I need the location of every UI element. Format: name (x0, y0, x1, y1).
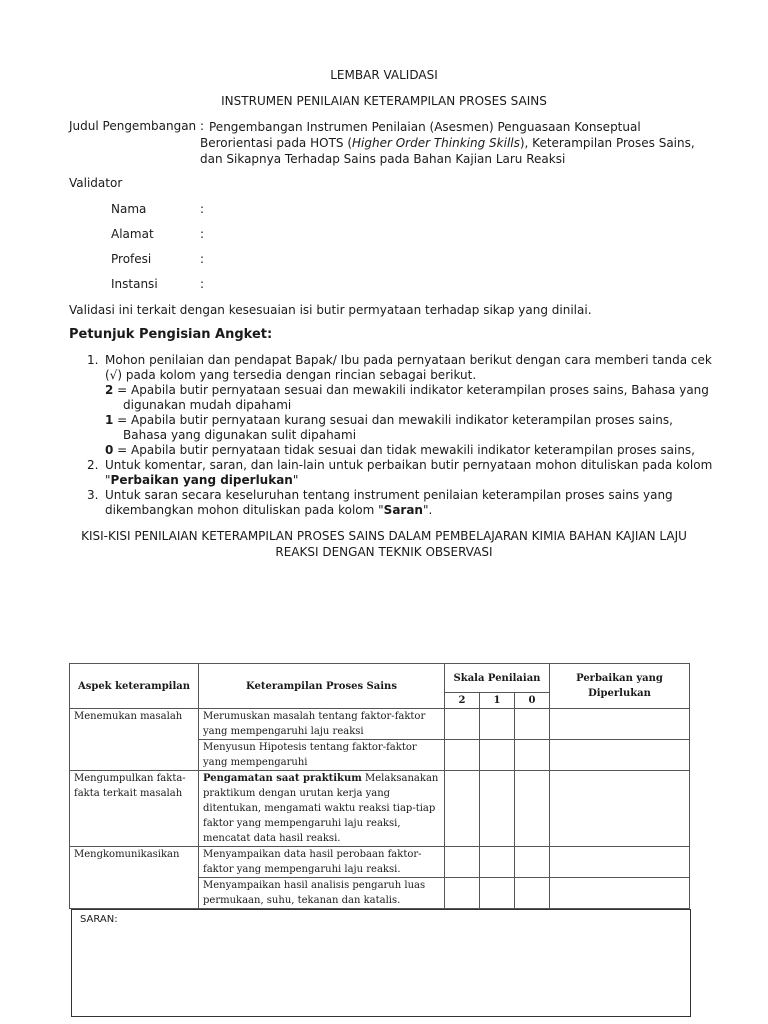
field-alamat-colon: : (200, 227, 205, 241)
page-subtitle: INSTRUMEN PENILAIAN KETERAMPILAN PROSES SAINS (221, 94, 547, 108)
header-score-1: 1 (480, 693, 515, 709)
validator-title: Validator (69, 176, 123, 190)
header-perbaikan: Perbaikan yang Diperlukan (550, 664, 690, 709)
cell-kps: Menyampaikan hasil analisis pengaruh luas permukaan, suhu, tekanan dan katalis. (199, 878, 445, 909)
table-row (70, 847, 690, 878)
cell-score-0[interactable] (515, 740, 550, 771)
saran-box[interactable] (71, 909, 691, 1017)
cell-score-0[interactable] (515, 771, 550, 847)
header-aspek: Aspek keterampilan (70, 664, 199, 709)
header-score-2: 2 (445, 693, 480, 709)
table-row (70, 771, 690, 847)
cell-aspek: Mengkomunikasikan (70, 847, 199, 909)
cell-perbaikan[interactable] (550, 878, 690, 909)
cell-score-2[interactable] (445, 878, 480, 909)
judul-line-1: Pengembangan Instrumen Penilaian (Asesmen) Penguasaan Konseptual (209, 120, 641, 134)
kisi-heading: KISI-KISI PENILAIAN KETERAMPILAN PROSES SAINS DALAM PEMBELAJARAN KIMIA BAHAN KAJIAN LAJU REAKSI DENGAN TEKNIK OBSERVASI (81, 529, 687, 559)
kisi-table (69, 663, 690, 909)
cell-score-2[interactable] (445, 709, 480, 740)
field-instansi-label: Instansi (111, 277, 158, 291)
cell-kps: Merumuskan masalah tentang faktor-faktor yang mempengaruhi laju reaksi (199, 709, 445, 740)
header-score-0: 0 (515, 693, 550, 709)
cell-score-1[interactable] (480, 878, 515, 909)
cell-aspek: Menemukan masalah (70, 709, 199, 771)
cell-score-2[interactable] (445, 771, 480, 847)
cell-kps: Menyusun Hipotesis tentang faktor-faktor yang mempengaruhi (199, 740, 445, 771)
cell-score-1[interactable] (480, 847, 515, 878)
saran-label: SARAN: (80, 914, 118, 925)
cell-perbaikan[interactable] (550, 771, 690, 847)
field-profesi-colon: : (200, 252, 205, 266)
cell-score-0[interactable] (515, 878, 550, 909)
header-kps: Keterampilan Proses Sains (199, 664, 445, 709)
petunjuk-list (87, 353, 713, 518)
judul-label: Judul Pengembangan (69, 119, 197, 133)
cell-kps: Pengamatan saat praktikum Melaksanakan praktikum dengan urutan kerja yang ditentukan, mengamati waktu reaksi tiap-tiap faktor yang mempengaruhi laju reaksi, mencatat data hasil reaksi. (199, 771, 445, 847)
judul-text (200, 119, 699, 167)
cell-aspek: Mengumpulkan fakta-fakta terkait masalah (70, 771, 199, 847)
cell-score-1[interactable] (480, 709, 515, 740)
judul-line-3: dan Sikapnya Terhadap Sains pada Bahan Kajian Laru Reaksi (200, 152, 566, 166)
cell-perbaikan[interactable] (550, 847, 690, 878)
petunjuk-heading: Petunjuk Pengisian Angket: (69, 327, 273, 342)
cell-perbaikan[interactable] (550, 740, 690, 771)
intro-paragraph: Validasi ini terkait dengan kesesuaian isi butir permyataan terhadap sikap yang dinilai. (69, 303, 592, 317)
list-item: 2. Untuk komentar, saran, dan lain-lain untuk perbaikan butir pernyataan mohon dituliskan pada kolom "Perbaikan yang diperlukan" (87, 458, 713, 487)
judul-colon: : (200, 119, 205, 133)
field-nama-colon: : (200, 202, 205, 216)
cell-score-0[interactable] (515, 709, 550, 740)
cell-score-2[interactable] (445, 740, 480, 771)
list-item: 1. Mohon penilaian dan pendapat Bapak/ Ibu pada pernyataan berikut dengan cara memberi tanda cek (√) pada kolom yang tersedia dengan rincian sebagai berikut. 2 = Apabila butir pernyataan sesuai dan mewakili indikator keterampilan proses sains, Bahasa yang digunakan mudah dipahami 1 = Apabila butir pernyataan kurang sesuai dan mewakili indikator keterampilan proses sains, Bahasa yang digunakan sulit dipahami 0 = Apabila butir pernyataan tidak sesuai dan tidak mewakili indikator keterampilan proses sains, (87, 353, 712, 457)
field-nama-label: Nama (111, 202, 147, 216)
page-title: LEMBAR VALIDASI (330, 68, 438, 82)
field-alamat-label: Alamat (111, 227, 154, 241)
cell-score-1[interactable] (480, 771, 515, 847)
cell-score-2[interactable] (445, 847, 480, 878)
cell-score-1[interactable] (480, 740, 515, 771)
cell-perbaikan[interactable] (550, 709, 690, 740)
field-instansi-colon: : (200, 277, 205, 291)
list-item: 3. Untuk saran secara keseluruhan tentang instrument penilaian keterampilan proses sains yang dikembangkan mohon dituliskan pada kolom "Saran". (87, 488, 673, 517)
field-profesi-label: Profesi (111, 252, 152, 266)
header-skala: Skala Penilaian (445, 664, 550, 693)
table-row (70, 709, 690, 740)
cell-score-0[interactable] (515, 847, 550, 878)
judul-line-2: Berorientasi pada HOTS (Higher Order Thinking Skills), Keterampilan Proses Sains, (200, 136, 695, 150)
cell-kps: Menyampaikan data hasil perobaan faktor-faktor yang mempengaruhi laju reaksi. (199, 847, 445, 878)
